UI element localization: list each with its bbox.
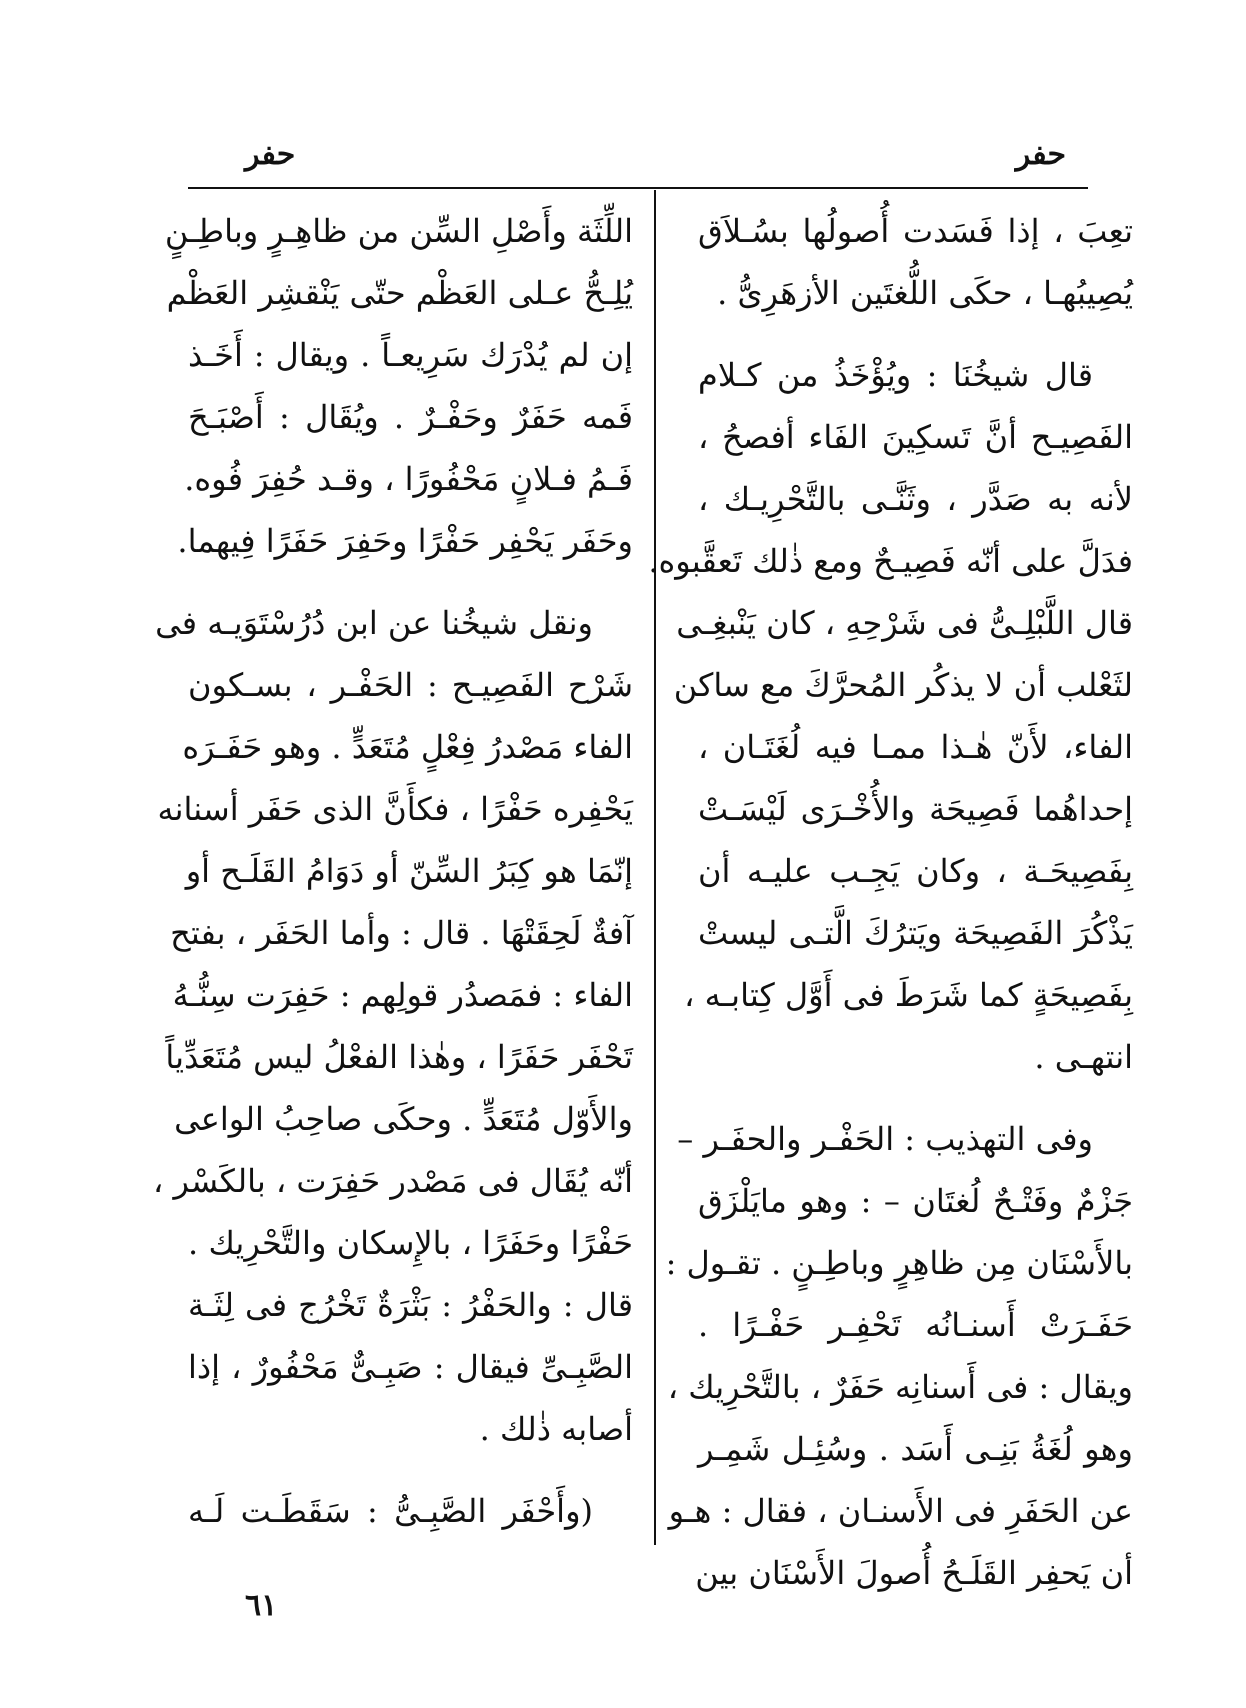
text-line: الصَّبِـىِّ فيقال : صَبِـىٌّ مَحْفُورٌ ، إذا — [188, 1348, 633, 1386]
header-rule — [188, 187, 1088, 189]
paragraph — [665, 1108, 1133, 1604]
text-line: اللِّثَة وأَصْلِ السِّن من ظاهِـرٍ وباطِـنٍ — [164, 212, 633, 250]
text-line: يَذْكُرَ الفَصِيحَة ويَترُكَ الَّتـى ليستْ — [698, 914, 1133, 952]
text-line: حَفَـرَتْ أَسنـانُه تَحْفِـر حَفْـرًا . — [698, 1306, 1133, 1344]
text-line: الفاء، لأَنّ هٰـذا ممـا فيه لُغَتَـان ، — [698, 728, 1133, 766]
text-line: بِفَصِيحَـة ، وكان يَجِـب عليـه أن — [698, 852, 1133, 890]
header-keyword-right: حفر — [1015, 137, 1066, 172]
paragraph — [698, 200, 1133, 324]
text-line: الفاء مَصْدرُ فِعْلٍ مُتَعَدٍّ . وهو حَفَـرَه — [182, 728, 633, 766]
text-line: فدَلَّ على أنّه فَصِيـحٌ ومع ذٰلك تَعقَّبوه. — [648, 542, 1133, 580]
text-line: انتهـى . — [1034, 1038, 1133, 1076]
paragraph-gap — [188, 572, 633, 592]
text-line: يُلِـحُّ عـلى العَظْم حتّى يَنْقشِر العَظْم — [166, 274, 633, 312]
right-column — [648, 200, 1133, 1592]
text-line: إحداهُما فَصِيحَة والأُخْـرَى لَيْسَـتْ — [698, 790, 1133, 828]
text-line: ويقال : فى أَسنانِه حَفَرٌ ، بالتَّحْرِيك ، — [667, 1368, 1133, 1406]
text-line: أن يَحفِر القَلَـحُ أُصولَ الأَسْنَان بين — [695, 1554, 1133, 1592]
text-line: وهو لُغَةُ بَنِـى أَسَد . وسُئِـل شَمِـر — [698, 1430, 1133, 1468]
page-number: ٦١ — [245, 1588, 278, 1623]
text-line: قال : والحَفْرُ : بَثْرَةٌ تَخْرُج فى لِثَـة — [188, 1286, 633, 1324]
text-line: قال شيخُنَا : ويُؤْخَذُ من كـلام — [698, 356, 1093, 394]
text-line: أصابه ذٰلك . — [479, 1410, 633, 1448]
text-line: (وأَحْفَر الصَّبِـىُّ : سَقَطَـت لَـه — [188, 1492, 593, 1530]
header-keyword-left: حفر — [245, 137, 296, 172]
text-line: ونقل شيخُنا عن ابن دُرُسْتَوَيـه فى — [155, 604, 593, 642]
text-line: شَرْح الفَصِيـح : الحَفْـر ، بسـكون — [188, 666, 633, 704]
paragraph-gap — [698, 1088, 1133, 1108]
text-line: تَحْفَر حَفَرًا ، وهٰذا الفعْلُ ليس مُتَعَدِّياً — [165, 1038, 633, 1076]
left-column — [152, 200, 634, 1550]
text-line: أنّه يُقَال فى مَصْدر حَفِرَت ، بالكَسْر ، — [152, 1162, 633, 1200]
paragraph-gap — [698, 324, 1133, 344]
text-line: الفَصِيـح أنَّ تَسكِينَ الفَاء أفصحُ ، — [698, 418, 1133, 456]
text-line: الفاء : فمَصدُر قولِهم : حَفِرَت سِنُّـهُ — [172, 976, 633, 1014]
text-line: وحَفَر يَحْفِر حَفْرًا وحَفِرَ حَفَرًا فِيهما. — [177, 522, 633, 560]
text-line: يَحْفِره حَفْرًا ، فكأَنَّ الذى حَفَر أسنانه — [157, 790, 633, 828]
text-line: وفى التهذيب : الحَفْـر والحفَـر – — [677, 1120, 1093, 1158]
text-line: لثَعْلب أن لا يذكُر المُحرَّكَ مع ساكن — [673, 666, 1133, 704]
text-line: لأنه به صَدَّر ، وثَنَّـى بالتَّحْرِيـك ، — [698, 480, 1133, 518]
text-line: آفةٌ لَحِقَتْهَا . قال : وأما الحَفَر ، بفتح — [170, 914, 633, 952]
text-line: عن الحَفَرِ فى الأَسنـان ، فقال : هـو — [668, 1492, 1133, 1530]
text-line: إن لم يُدْرَك سَرِيعـاً . ويقال : أَخَـذ — [188, 336, 634, 374]
text-line: إنّمَا هو كِبَرُ السِّنّ أو دَوَامُ القَلَـح أو — [185, 852, 633, 890]
column-divider — [654, 190, 656, 1545]
paragraph — [152, 592, 633, 1460]
text-line: حَفْرًا وحَفَرًا ، بالإِسكان والتَّحْرِيك . — [188, 1224, 633, 1262]
text-line: بِفَصِيحَةٍ كما شَرَطَ فى أَوَّل كِتابـه ، — [684, 976, 1133, 1014]
text-line: فَمه حَفَرٌ وحَفْـرٌ . ويُقَال : أَصْبَـحَ — [188, 398, 633, 436]
paragraph — [164, 200, 634, 572]
text-line: قال اللَّبْلِـىُّ فى شَرْحِهِ ، كان يَنْبغِـى — [676, 604, 1133, 642]
text-line: فَـمُ فـلانٍ مَحْفُورًا ، وقـد حُفِرَ فُوه. — [184, 460, 633, 498]
text-line: والأَوّل مُتَعَدٍّ . وحكَى صاحِبُ الواعى — [174, 1100, 633, 1138]
text-line: يُصِيبُهـا ، حكَى اللُّغتَين الأزهَرِىُّ . — [717, 274, 1133, 312]
text-line: جَزْمٌ وفَتْـحٌ لُغتَان – : وهو مايَلْزَق — [698, 1182, 1133, 1220]
text-line: تعِبَ ، إذا فَسَدت أُصولُها بسُـلاَق — [698, 212, 1133, 250]
paragraph-gap — [188, 1460, 633, 1480]
text-line: بالأَسْنَان مِن ظاهِرٍ وباطِـنٍ . تقـول : — [665, 1244, 1133, 1282]
paragraph — [188, 1480, 633, 1542]
paragraph — [648, 344, 1133, 1088]
